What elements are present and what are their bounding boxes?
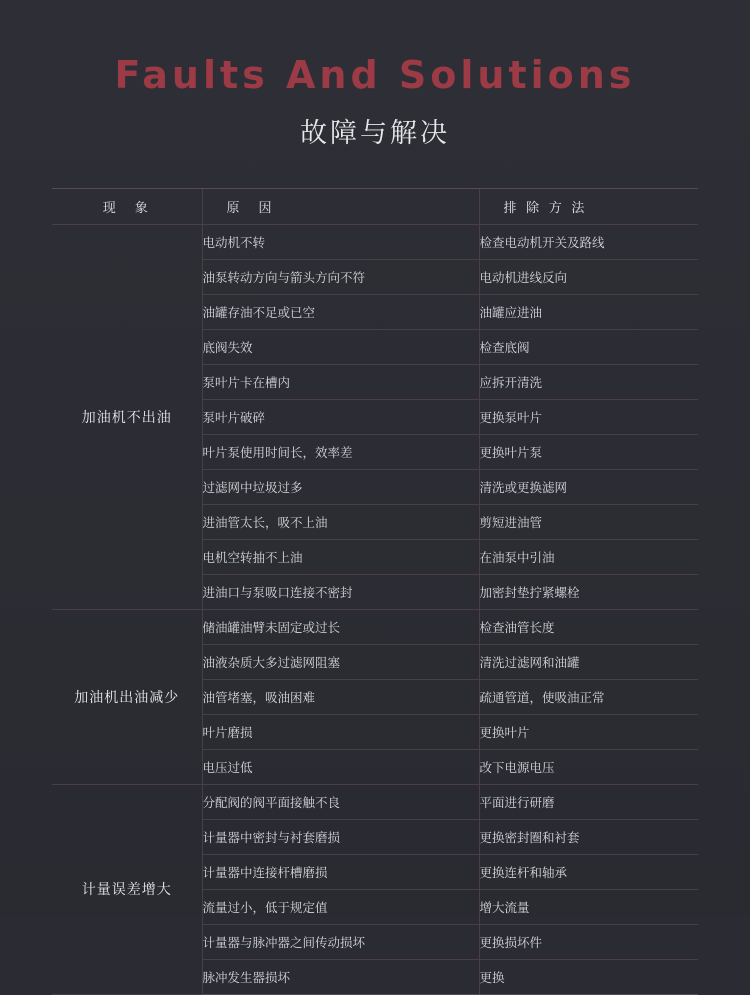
cell-solution: 增大流量 [479,889,698,924]
cell-solution: 更换 [479,959,698,994]
cell-solution: 剪短进油管 [479,504,698,539]
cell-solution: 在油泵中引油 [479,539,698,574]
cell-cause: 进油口与泵吸口连接不密封 [202,574,479,609]
column-header-solution: 排 除 方 法 [479,189,698,225]
cell-cause: 脉冲发生器损坏 [202,959,479,994]
cell-solution: 更换泵叶片 [479,399,698,434]
cell-solution: 油罐应进油 [479,294,698,329]
cell-cause: 泵叶片卡在槽内 [202,364,479,399]
cell-solution: 检查油管长度 [479,609,698,644]
cell-solution: 加密封垫拧紧螺栓 [479,574,698,609]
cell-cause: 计量器中连接杆槽磨损 [202,854,479,889]
table-row [52,609,698,644]
page-title-english: Faults And Solutions [114,53,636,97]
cell-solution: 检查底阀 [479,329,698,364]
cell-solution: 平面进行研磨 [479,784,698,819]
faults-table [52,189,698,995]
cell-solution: 电动机进线反向 [479,259,698,294]
cell-phenomenon: 加油机出油减少 [52,609,202,784]
page-title-chinese: 故障与解决 [300,117,450,148]
column-header-phenomenon: 现 象 [52,189,202,225]
cell-phenomenon: 加油机不出油 [52,224,202,609]
cell-solution: 更换密封圈和衬套 [479,819,698,854]
cell-cause: 电机空转抽不上油 [202,539,479,574]
cell-cause: 流量过小，低于规定值 [202,889,479,924]
cell-cause: 底阀失效 [202,329,479,364]
column-header-cause: 原 因 [202,189,479,225]
table-row [52,224,698,259]
cell-cause: 油泵转动方向与箭头方向不符 [202,259,479,294]
cell-cause: 分配阀的阀平面接触不良 [202,784,479,819]
cell-cause: 叶片泵使用时间长，效率差 [202,434,479,469]
cell-cause: 过滤网中垃圾过多 [202,469,479,504]
cell-solution: 应拆开清洗 [479,364,698,399]
cell-solution: 更换叶片 [479,714,698,749]
cell-cause: 进油管太长，吸不上油 [202,504,479,539]
cell-phenomenon: 计量误差增大 [52,784,202,994]
cell-cause: 油管堵塞，吸油困难 [202,679,479,714]
cell-solution: 改下电源电压 [479,749,698,784]
table-row [52,784,698,819]
cell-solution: 检查电动机开关及路线 [479,224,698,259]
cell-solution: 清洗过滤网和油罐 [479,644,698,679]
cell-solution: 更换连杆和轴承 [479,854,698,889]
cell-cause: 电动机不转 [202,224,479,259]
cell-cause: 储油罐油臂未固定或过长 [202,609,479,644]
cell-solution: 疏通管道，使吸油正常 [479,679,698,714]
table-header-row [52,189,698,225]
cell-cause: 泵叶片破碎 [202,399,479,434]
cell-cause: 电压过低 [202,749,479,784]
cell-solution: 更换叶片泵 [479,434,698,469]
cell-solution: 更换损坏件 [479,924,698,959]
cell-cause: 油液杂质大多过滤网阻塞 [202,644,479,679]
cell-cause: 油罐存油不足或已空 [202,294,479,329]
cell-cause: 计量器中密封与衬套磨损 [202,819,479,854]
table-header [52,189,698,225]
cell-cause: 叶片磨损 [202,714,479,749]
table-body [52,224,698,994]
cell-cause: 计量器与脉冲器之间传动损坏 [202,924,479,959]
cell-solution: 清洗或更换滤网 [479,469,698,504]
faults-table-wrapper [52,188,698,995]
